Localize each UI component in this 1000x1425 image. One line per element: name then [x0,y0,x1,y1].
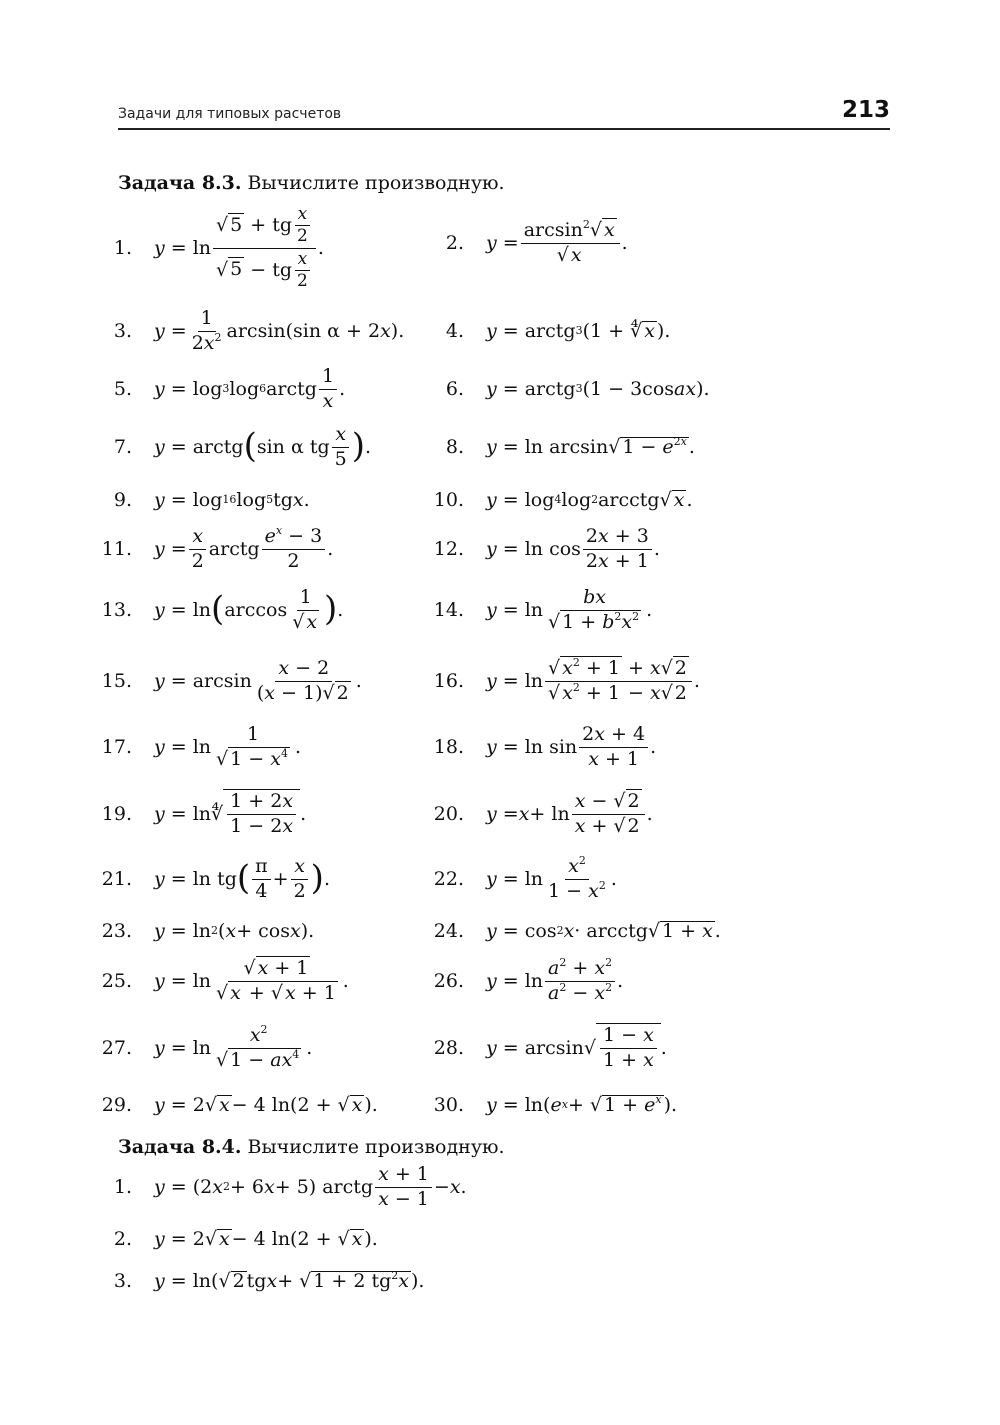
problem-8-3-24: 24. y = cos 2 x · arcctg√ 1 + x . [433,919,721,942]
problem-8-3-22: 22. y = ln $x^2$ $1 - x^2$ . [433,853,617,902]
problem-8-3-26: 26. y = ln $a^2 + x^2$ $a^2 - x^2$ . [433,955,624,1004]
problem-8-3-7: 7. y = arctg ( sin α tg x 5 ) . [113,422,372,470]
problem-8-3-30: 30. y = ln( e x + √ $1 + e^x$ ). [433,1093,678,1116]
problem-8-3-20: 20. y = x + ln x − √ 2 x + √ 2 . [433,789,653,837]
problem-8-3-25: 25. y = ln √ x + 1 √ x + √ x + 1 . [101,956,349,1004]
section-8-4-heading: Задача 8.4. Вычислите производную. [118,1136,505,1158]
problem-8-3-23: 23. y = ln 2 ( x + cos x ). [101,919,315,942]
problem-8-3-14: 14. y = ln bx √ $1 + b^2x^2$ . [433,585,653,633]
problem-8-3-21: 21. y = ln tg ( π 4 + x 2 ) . [101,854,330,902]
problem-8-3-1: 1. y = ln √ 5 + tg $\frac{x}{2}$ √ 5 − tg $\frac{x}{2}$ . [113,204,324,291]
problem-8-3-3: 3. y = 1 $2x^2$ arcsin(sin α + 2 x ). [113,306,405,354]
problem-8-3-4: 4. y = arctg 3 (1 + ∜ x ). [445,319,671,342]
problem-8-3-6: 6. y = arctg 3 (1 − 3cos ax ). [445,377,710,400]
problem-8-3-13: 13. y = ln ( arccos 1 √ x ) . [101,585,344,633]
problem-8-3-9: 9. y = log 16 log 5 tg x . [113,488,310,511]
problem-8-3-17: 17. y = ln 1 √ $1 - x^4$ . [101,722,302,770]
running-header-title: Задачи для типовых расчетов [118,106,342,122]
problem-8-3-27: 27. y = ln $x^2$ √ $1 - ax^4$ . [101,1022,313,1071]
section-8-3-heading: Задача 8.3. Вычислите производную. [118,172,505,194]
problem-8-4-2: 2. y = 2√ x − 4 ln(2 + √ x ). [113,1227,378,1250]
problem-8-3-5: 5. y = log 3 log 6 arctg 1 x . [113,364,346,412]
problem-8-3-18: 18. y = ln sin 2x + 4 x + 1 . [433,722,657,770]
problem-8-3-15: 15. y = arcsin x − 2 (x − 1)√ 2 . [101,656,362,704]
problem-8-3-8: 8. y = ln arcsin√ $1 - e^{2x}$ . [445,435,695,458]
problem-8-3-19: 19. y = ln∜ $\frac{1 + 2x}{1 - 2x}$ . [101,790,307,837]
problem-8-3-29: 29. y = 2√ x − 4 ln(2 + √ x ). [101,1093,378,1116]
problem-8-3-16: 16. y = ln √ $x^2 + 1 + x√$ 2 √ $x^2 + 1 - x√$ 2 . [433,655,700,704]
problem-8-3-10: 10. y = log 4 log 2 arcctg√ x . [433,488,693,511]
problem-8-3-12: 12. y = ln cos 2x + 3 2x + 1 . [433,524,660,572]
problem-8-3-11: 11. y = x 2 arctg $e^x - 3$ 2 . [101,523,334,572]
problem-8-4-1: 1. y = (2 x 2 + 6 x + 5) arctg x + 1 x − 1 − x . [113,1162,467,1210]
page-number: 213 [841,97,890,123]
problem-8-3-28: 28. y = arcsin√ $\frac{1 - x}{1 + x}$ . [433,1024,667,1071]
problem-8-3-2: 2. y = $\arcsin^2√$ x √ x . [445,217,628,266]
header-rule [118,128,890,130]
problem-8-4-3: 3. y = ln(√ 2 tg x + √ 1 + 2 $tg^2x$ ). [113,1269,425,1292]
